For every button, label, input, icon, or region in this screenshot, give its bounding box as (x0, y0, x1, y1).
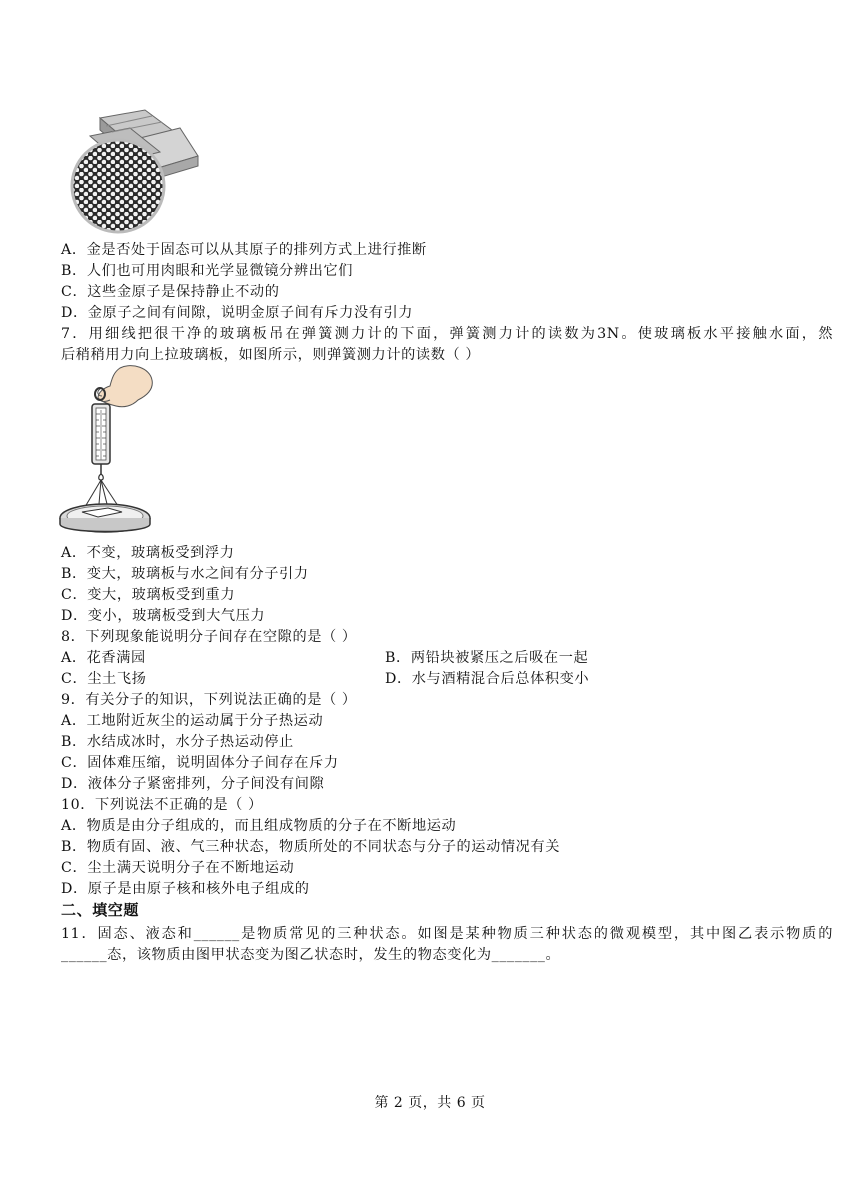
q10-option-b: B．物质有固、液、气三种状态，物质所处的不同状态与分子的运动情况有关 (61, 839, 561, 855)
q8-option-c: C．尘土飞扬 (61, 671, 147, 687)
q9-stem: 9．有关分子的知识，下列说法正确的是（ ） (61, 692, 357, 708)
q8-option-a: A．花香满园 (61, 650, 146, 666)
spring-scale-figure (58, 362, 158, 540)
q7-option-a: A．不变，玻璃板受到浮力 (61, 545, 235, 561)
q6-option-a: A．金是否处于固态可以从其原子的排列方式上进行推断 (61, 242, 427, 258)
q10-option-c: C．尘土满天说明分子在不断地运动 (61, 860, 295, 876)
q7-option-c: C．变大，玻璃板受到重力 (61, 587, 236, 603)
q9-option-c: C．固体难压缩，说明固体分子间存在斥力 (61, 755, 339, 771)
q9-option-b: B．水结成冰时，水分子热运动停止 (61, 734, 294, 750)
q7-option-b: B．变大，玻璃板与水之间有分子引力 (61, 566, 309, 582)
q8-option-b: B．两铅块被紧压之后吸在一起 (385, 650, 589, 666)
q9-option-a: A．工地附近灰尘的运动属于分子热运动 (61, 713, 324, 729)
q6-option-b: B．人们也可用肉眼和光学显微镜分辨出它们 (61, 263, 353, 279)
q9-option-d: D．液体分子紧密排列，分子间没有间隙 (61, 776, 325, 792)
q7-option-d: D．变小，玻璃板受到大气压力 (61, 608, 266, 624)
gold-atoms-figure (70, 108, 200, 238)
section-heading-fill-in: 二、填空题 (61, 901, 140, 919)
q10-stem: 10．下列说法不正确的是（ ） (61, 797, 263, 813)
q11-stem-line1: 11．固态、液态和______是物质常见的三种状态。如图是某种物质三种状态的微观模型，其中图乙表示物质的 (61, 926, 833, 942)
q10-option-d: D．原子是由原子核和核外电子组成的 (61, 881, 310, 897)
q11-stem-line2: ______态，该物质由图甲状态变为图乙状态时，发生的物态变化为_______。 (61, 947, 561, 963)
q8-option-d: D．水与酒精混合后总体积变小 (385, 671, 590, 687)
q6-option-c: C．这些金原子是保持静止不动的 (61, 284, 280, 300)
q7-stem-line2: 后稍稍用力向上拉玻璃板，如图所示，则弹簧测力计的读数（ ） (61, 347, 481, 363)
q7-stem-line1: 7．用细线把很干净的玻璃板吊在弹簧测力计的下面，弹簧测力计的读数为3N。使玻璃板水平接触水面，然 (61, 326, 833, 342)
page-footer: 第 2 页，共 6 页 (374, 1095, 486, 1111)
q8-stem: 8．下列现象能说明分子间存在空隙的是（ ） (61, 629, 357, 645)
q10-option-a: A．物质是由分子组成的，而且组成物质的分子在不断地运动 (61, 818, 457, 834)
q6-option-d: D．金原子之间有间隙，说明金原子间有斥力没有引力 (61, 305, 414, 321)
